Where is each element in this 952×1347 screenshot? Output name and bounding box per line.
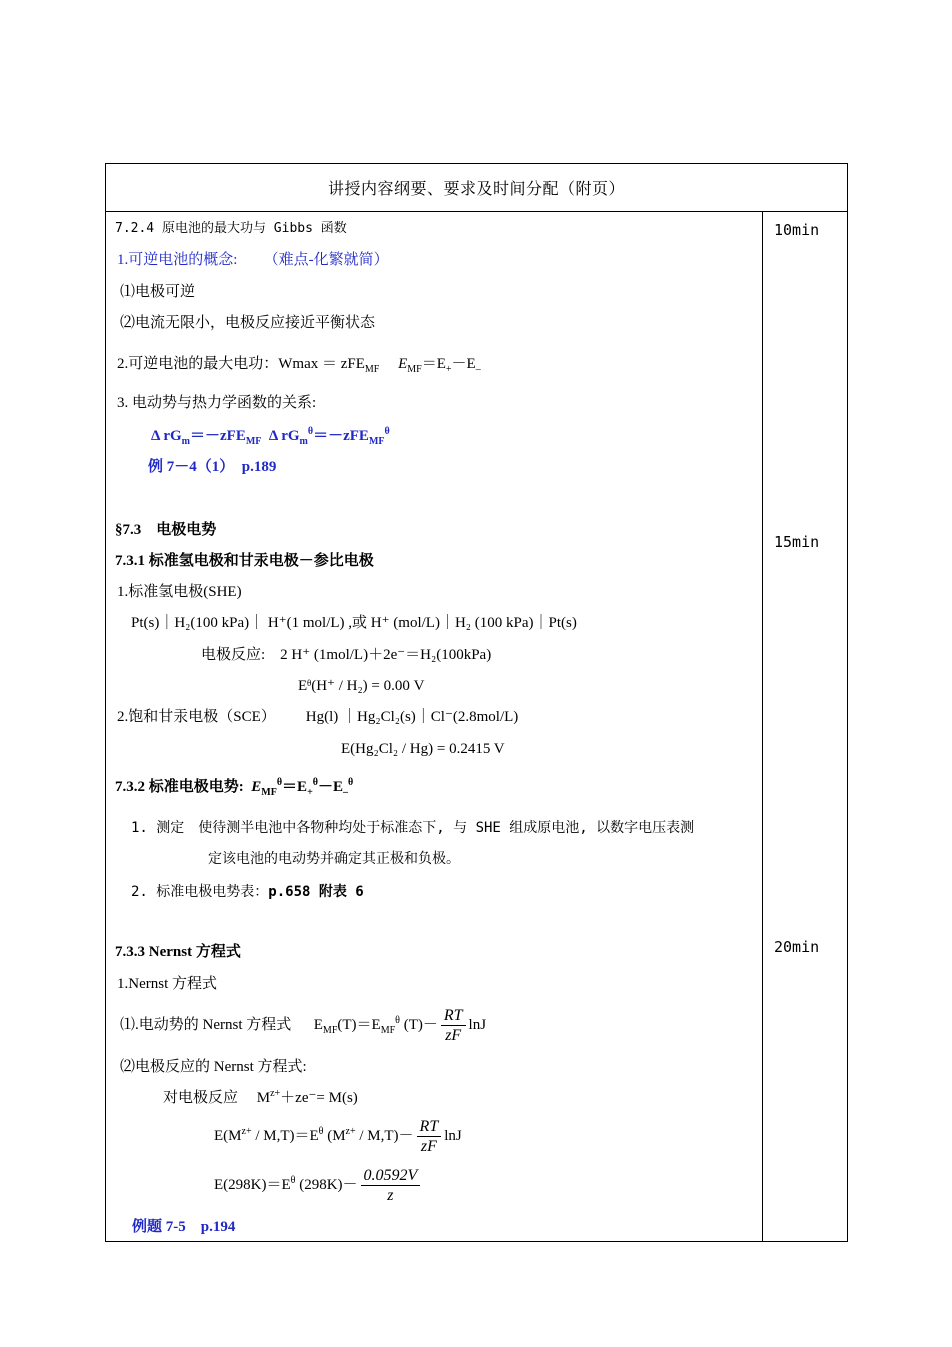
she-standard-potential: Eᶿ(H⁺ / H₂) = 0.00 V <box>298 678 425 694</box>
measurement-line-1: 1. 测定 使待测半电池中各物种均处于标准态下, 与 SHE 组成原电池, 以数字电压表测 <box>131 820 695 836</box>
sce-potential: E(Hg₂Cl₂ / Hg) = 0.2415 V <box>341 741 505 757</box>
electrode-nernst-equation: $E(M^{z+} / M,T)=E^\theta$ $(M^{z+} / M,T)-$ $\frac{RT}{zF}$ lnJ <box>214 1118 462 1156</box>
table-frame <box>105 163 848 1242</box>
she-heading: 1.标准氢电极(SHE) <box>117 584 242 600</box>
thermo-relation-heading: 3. 电动势与热力学函数的关系: <box>117 395 317 411</box>
nernst-heading: 1.Nernst 方程式 <box>117 976 217 992</box>
section-7-3-title: §7.3 电极电势 <box>115 522 217 538</box>
emf-nernst-equation: ⑴.电动势的 Nernst 方程式 $E_{MF}(T)=E_{MF}^\theta$ (T)－ $\frac{RT}{zF}$ lnJ <box>120 1007 487 1045</box>
time-allocation-1: 10min <box>774 221 820 239</box>
section-7-3-1-title: 7.3.1 标准氢电极和甘汞电极－参比电极 <box>115 553 374 569</box>
measurement-line-2: 定该电池的电动势并确定其正极和负极。 <box>208 851 460 867</box>
max-work-formula: 2.可逆电池的最大电功：Wmax ＝ zFE$_{MF}$ $E_{MF}=E_+-E_-$ <box>117 356 481 375</box>
table-header <box>106 164 847 212</box>
time-allocation-3: 20min <box>774 938 820 956</box>
section-7-2-4-title: 7.2.4 原电池的最大功与 Gibbs 函数 <box>115 221 347 236</box>
column-divider <box>762 212 763 1241</box>
0592-over-z-fraction: $\frac{0.0592V}{z}$ <box>361 1166 421 1205</box>
gibbs-emf-relation: Δ $rG_m=-zFE_{MF}$ Δ $rG_m^\theta=-zFE_{MF}^\theta$ <box>151 426 390 447</box>
condition-2: ⑵电流无限小，电极反应接近平衡状态 <box>120 315 376 331</box>
rt-over-zf-fraction-2: $\frac{RT}{zF}$ <box>417 1117 442 1156</box>
electrode-reaction: 对电极反应 $M^{z+}+ze^-= M(s)$ <box>163 1088 358 1106</box>
sce-line: 2.饱和甘汞电极（SCE） Hg(l) ｜Hg₂Cl₂(s)｜Cl⁻(2.8mol/L) <box>117 709 519 725</box>
electrode-nernst-heading: ⑵电极反应的 Nernst 方程式: <box>120 1059 307 1075</box>
example-7-4: 例 7－4（1） p.189 <box>148 459 277 475</box>
section-7-3-2-title: 7.3.2 标准电极电势: $E_{MF}^\theta=E_+^\theta-E_-^\theta$ <box>115 777 354 798</box>
time-allocation-2: 15min <box>774 533 820 551</box>
she-electrode-reaction: 电极反应: 2 H⁺ (1mol/L)＋2e⁻＝H₂(100kPa) <box>201 647 492 663</box>
reversible-cell-heading: 1.可逆电池的概念: （难点-化繁就简） <box>117 252 389 268</box>
example-7-5: 例题 7-5 p.194 <box>132 1219 236 1235</box>
rt-over-zf-fraction: $\frac{RT}{zF}$ <box>441 1006 466 1045</box>
condition-1: ⑴电极可逆 <box>120 284 196 300</box>
she-cell-notation: Pt(s)｜H₂(100 kPa)｜ H⁺(1 mol/L) ,或 H⁺ (mol/L)｜H₂ (100 kPa)｜Pt(s) <box>131 615 577 631</box>
e298-equation: $E(298K)=E^\theta$ (298K)－ $\frac{0.0592V}{z}$ <box>214 1162 423 1208</box>
section-7-3-3-title: 7.3.3 Nernst 方程式 <box>115 944 241 960</box>
potential-table-ref: 2. 标准电极电势表：p.658 附表 6 <box>131 884 364 900</box>
page-title: 讲授内容纲要、要求及时间分配（附页） <box>327 181 625 198</box>
